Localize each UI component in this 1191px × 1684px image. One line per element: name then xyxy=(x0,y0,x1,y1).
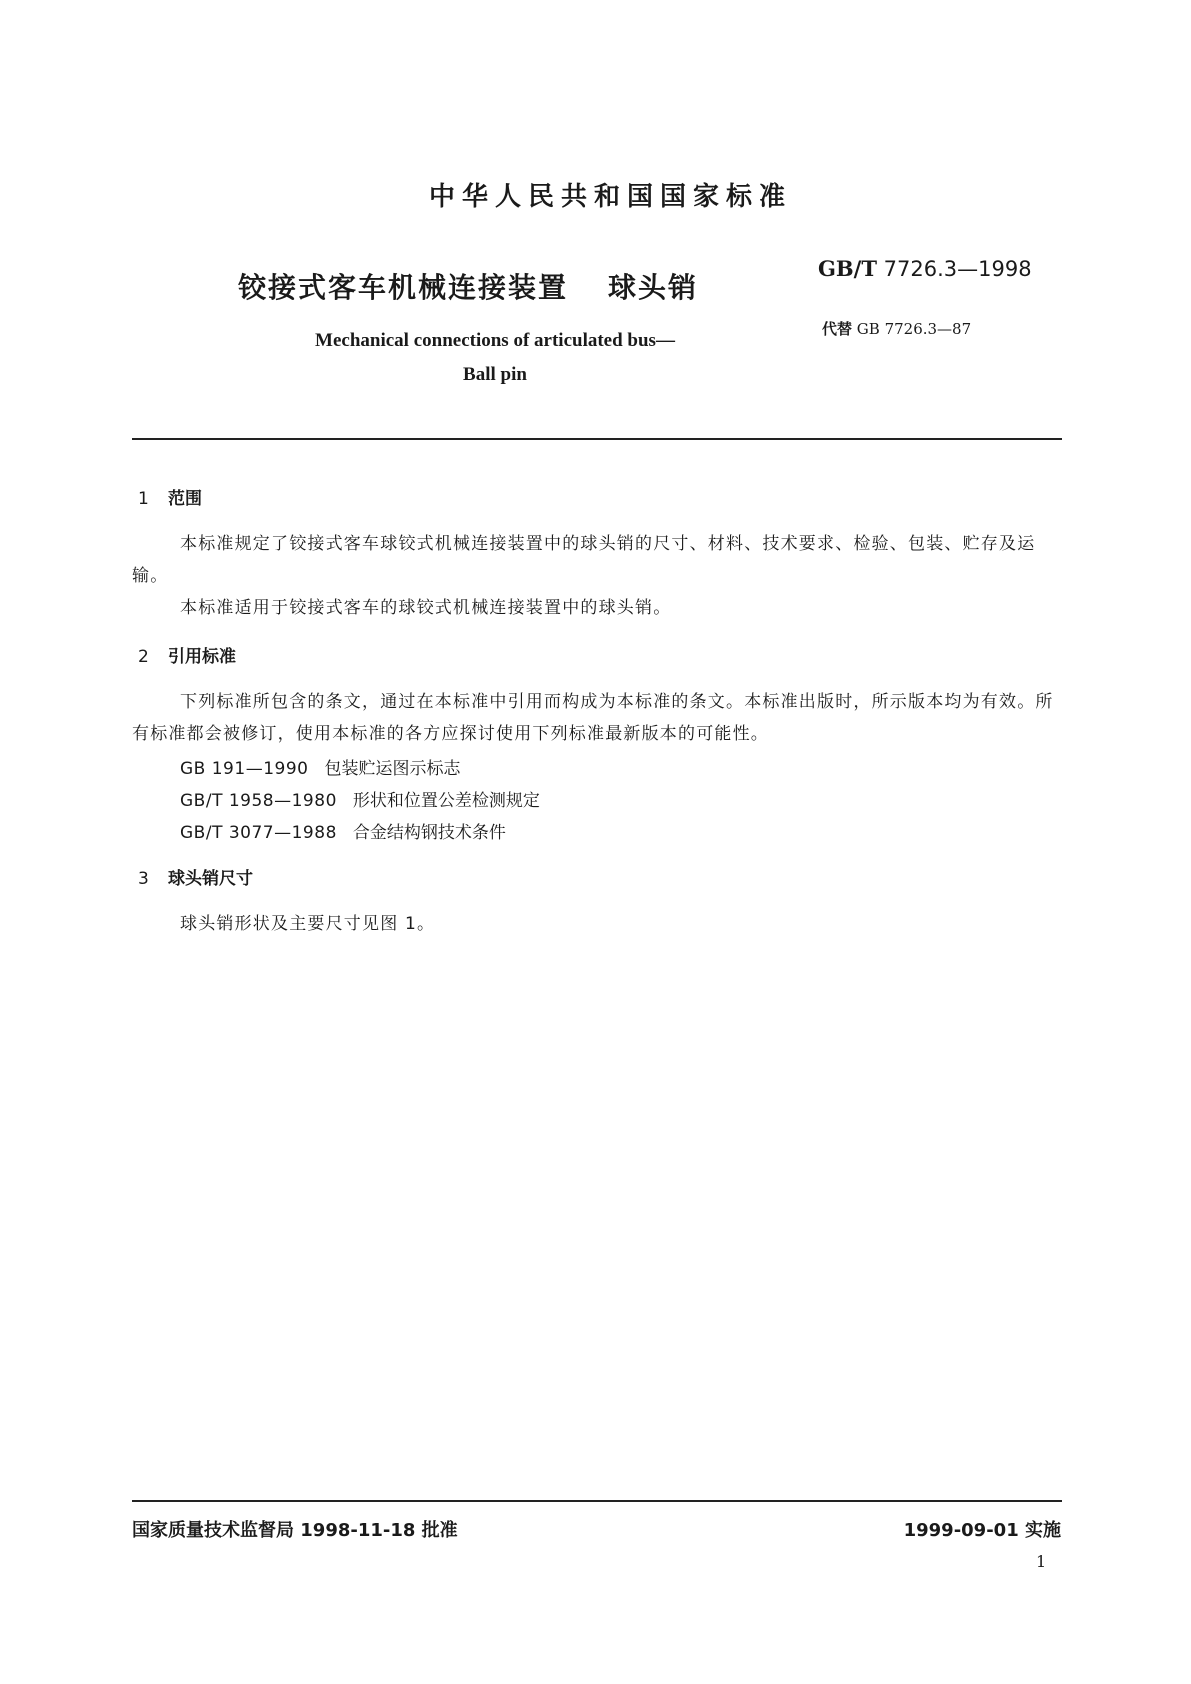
footer-divider xyxy=(132,1500,1062,1502)
section-title: 范围 xyxy=(168,489,202,509)
header-divider xyxy=(132,438,1062,440)
reference-code: GB/T 1958—1980 xyxy=(180,791,337,811)
section-number: 3 xyxy=(138,869,149,889)
reference-code: GB 191—1990 xyxy=(180,759,309,779)
replaces-label: 代替 xyxy=(822,320,853,338)
standard-prefix: GB/T xyxy=(818,256,877,281)
national-standard-title: 中华人民共和国国家标准 xyxy=(428,182,792,212)
section-title: 球头销尺寸 xyxy=(168,869,253,889)
title-en-line1: Mechanical connections of articulated bus— xyxy=(315,330,675,351)
section-heading-dimensions xyxy=(138,864,253,889)
section-title: 引用标准 xyxy=(168,647,236,667)
standard-number xyxy=(818,256,1032,281)
reference-title: 形状和位置公差检测规定 xyxy=(352,791,540,811)
section-number: 1 xyxy=(138,489,149,509)
paragraph: 本标准适用于铰接式客车的球铰式机械连接装置中的球头销。 xyxy=(180,598,672,618)
reference-title: 合金结构钢技术条件 xyxy=(352,823,506,843)
title-zh-part1: 铰接式客车机械连接装置 xyxy=(238,271,569,304)
reference-item xyxy=(180,818,506,843)
standard-code: 7726.3—1998 xyxy=(883,257,1032,281)
reference-title: 包装贮运图示标志 xyxy=(324,759,461,779)
reference-code: GB/T 3077—1988 xyxy=(180,823,337,843)
title-en-line2: Ball pin xyxy=(463,364,527,385)
section-heading-references xyxy=(138,642,236,667)
paragraph: 本标准规定了铰接式客车球铰式机械连接装置中的球头销的尺寸、材料、技术要求、检验、包装、贮存及运输。 xyxy=(132,534,1036,586)
approval-line: 国家质量技术监督局 1998-11-18 批准 xyxy=(132,1520,458,1541)
paragraph: 球头销形状及主要尺寸见图 1。 xyxy=(180,914,436,934)
reference-item xyxy=(180,754,460,779)
section-number: 2 xyxy=(138,647,149,667)
replaces-standard xyxy=(822,318,971,339)
effective-date: 1999-09-01 实施 xyxy=(903,1520,1061,1541)
section-heading-scope xyxy=(138,484,202,509)
page-number: 1 xyxy=(1036,1552,1047,1571)
paragraph: 下列标准所包含的条文，通过在本标准中引用而构成为本标准的条文。本标准出版时，所示版本均为有效。所有标准都会被修订，使用本标准的各方应探讨使用下列标准最新版本的可能性。 xyxy=(132,692,1054,744)
document-title-en xyxy=(250,324,740,392)
document-title-zh xyxy=(238,266,698,306)
title-zh-part2: 球头销 xyxy=(608,271,699,304)
replaces-number: GB 7726.3—87 xyxy=(856,320,972,338)
reference-item xyxy=(180,786,540,811)
